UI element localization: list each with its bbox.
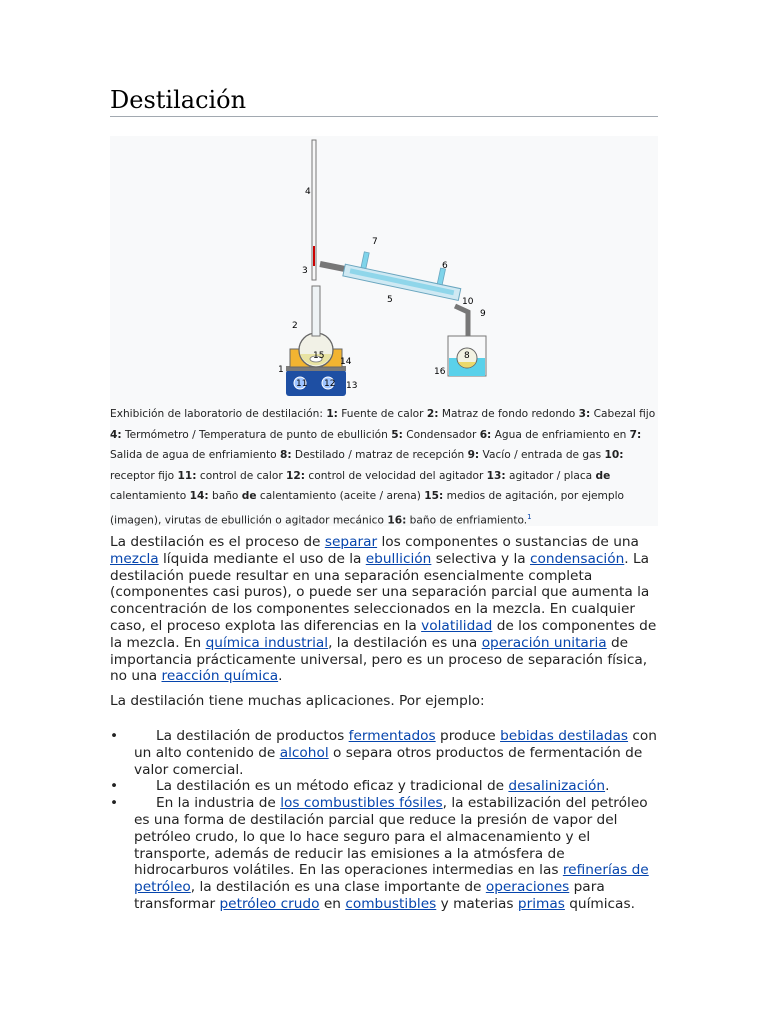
link-desalinizacion[interactable]: desalinización <box>508 778 606 795</box>
link-condensacion[interactable]: condensación <box>530 550 625 567</box>
bullet: • <box>110 795 119 812</box>
text-run: selectiva y la <box>431 550 530 567</box>
text-run: o separa otros productos de fermentación de valor comercial. <box>134 744 643 778</box>
caption-bold-label: 6: <box>479 428 492 441</box>
link-operacion-unitaria[interactable]: operación unitaria <box>481 634 607 651</box>
caption-bold-label: 2: <box>426 408 439 420</box>
caption-bold-label: 1: <box>326 408 338 420</box>
caption-bold-label: de <box>241 490 257 503</box>
link-separar[interactable]: separar <box>324 534 378 550</box>
text-run: . La destilación puede resultar en una separación esencialmente completa (componentes casi puros), o puede ser una separación parcial que aumenta la concentración de los componentes seleccionados en la mezcla. En cualquier caso, el proceso explota las diferencias en la <box>110 550 650 634</box>
page-title: Destilación <box>110 86 247 114</box>
link-fermentados[interactable]: fermentados <box>348 727 436 744</box>
text-run: agitador / placa <box>505 469 596 482</box>
label-4: 4 <box>305 187 311 197</box>
text-run: en <box>319 895 346 912</box>
link-bebidas-destiladas[interactable]: bebidas destiladas <box>500 727 629 744</box>
text-run: Matraz de fondo redondo <box>438 408 579 420</box>
reference-superscript[interactable]: 1 <box>527 512 532 521</box>
caption-bold-label: 9: <box>467 449 480 462</box>
bullet: • <box>110 727 119 744</box>
text-run: . <box>605 778 610 795</box>
caption-bold-label: 14: <box>189 490 209 503</box>
text-run: produce <box>435 727 501 744</box>
text-run: Fuente de calor <box>337 408 427 420</box>
text-run: líquida mediante el uso de la <box>158 550 366 567</box>
text-run: para transformar <box>134 879 605 912</box>
text-run: , la estabilización del petróleo es una forma de destilación parcial que reduce la presión de vapor del petróleo crudo, lo que lo hace seguro para el almacenamiento y el transporte, además de reducir las emisiones a la atmósfera de hidrocarburos volátiles. En las operaciones intermedias en las <box>134 795 648 879</box>
link-quimica-industrial[interactable]: química industrial <box>205 634 329 651</box>
caption-bold-label: 3: <box>578 408 591 420</box>
label-1: 1 <box>278 365 284 375</box>
label-16: 16 <box>434 367 446 377</box>
text-run: medios de agitación, por ejemplo (imagen), virutas de ebullición o agitador mecánico <box>110 490 625 527</box>
link-los-combustibles-fosiles[interactable]: los combustibles fósiles <box>280 795 443 812</box>
text-run: La destilación es el proceso de <box>110 534 325 550</box>
label-12: 12 <box>324 379 336 389</box>
text-run: Salida de agua de enfriamiento <box>110 449 280 462</box>
caption-bold-label: 12: <box>286 469 306 482</box>
label-9: 9 <box>480 309 486 319</box>
link-operaciones[interactable]: operaciones <box>485 879 570 896</box>
text-run: baño de enfriamiento. <box>406 514 528 527</box>
condenser <box>343 249 464 301</box>
applications-list <box>110 728 660 913</box>
text-run: receptor fijo <box>110 469 178 482</box>
flask-neck <box>312 286 320 336</box>
text-run: control de calor <box>196 469 287 482</box>
label-15: 15 <box>313 351 325 361</box>
link-combustibles[interactable]: combustibles <box>345 895 437 912</box>
receiver-adapter <box>455 306 468 336</box>
caption-bold-label: 10: <box>604 449 624 462</box>
label-11: 11 <box>296 379 308 389</box>
link-petroleo-crudo[interactable]: petróleo crudo <box>219 895 320 912</box>
text-run: calentamiento (aceite / arena) <box>256 490 425 503</box>
text-run: Destilado / matraz de recepción <box>291 449 468 462</box>
label-6: 6 <box>442 261 448 271</box>
link-volatilidad[interactable]: volatilidad <box>421 617 493 634</box>
text-run: En la industria de <box>156 795 281 812</box>
text-run: Exhibición de laboratorio de destilación: <box>110 408 327 420</box>
bullet: • <box>110 778 119 795</box>
text-run: Agua de enfriamiento en <box>491 428 630 441</box>
distillation-apparatus-diagram <box>110 136 658 398</box>
caption-bold-label: 16: <box>387 514 407 527</box>
caption-bold-label: 4: <box>110 428 122 441</box>
list-item <box>110 728 660 778</box>
text-run: , la destilación es una <box>328 634 482 651</box>
thermometer-mercury <box>313 246 315 266</box>
label-7: 7 <box>372 237 378 247</box>
caption-bold-label: 8: <box>279 449 292 462</box>
label-10: 10 <box>462 297 474 307</box>
text-run: de los componentes de la mezcla. En <box>110 617 657 651</box>
label-3: 3 <box>302 266 308 276</box>
link-reaccion-quimica[interactable]: reacción química <box>161 668 279 685</box>
caption-bold-label: 7: <box>629 428 642 441</box>
text-run: Cabezal fijo <box>590 408 656 420</box>
link-alcohol[interactable]: alcohol <box>279 744 329 761</box>
caption-bold-label: 15: <box>424 490 444 503</box>
text-run: químicas. <box>564 895 635 912</box>
text-run: Termómetro / Temperatura de punto de ebullición <box>121 428 392 441</box>
intro-paragraph <box>110 534 660 685</box>
link-ebullicion[interactable]: ebullición <box>365 550 432 567</box>
text-run: . <box>278 668 283 685</box>
distillation-figure <box>110 136 658 526</box>
label-13: 13 <box>346 381 358 391</box>
title-divider <box>110 116 658 117</box>
article-body <box>110 534 660 913</box>
text-run: , la destilación es una clase importante de <box>190 879 486 896</box>
link-refinerias-de-petroleo[interactable]: refinerías de petróleo <box>134 862 649 896</box>
text-run: con un alto contenido de <box>134 727 657 761</box>
label-5: 5 <box>387 295 393 305</box>
text-run: los componentes o sustancias de una <box>377 534 639 550</box>
text-run: Condensador <box>402 428 480 441</box>
text-run: La destilación de productos <box>156 727 349 744</box>
text-run: La destilación es un método eficaz y tradicional de <box>156 778 509 795</box>
list-item <box>110 795 660 913</box>
label-8: 8 <box>464 351 470 361</box>
caption-bold-label: 5: <box>391 428 403 441</box>
caption-bold-label: 11: <box>177 469 197 482</box>
label-14: 14 <box>340 357 352 367</box>
text-run: calentamiento <box>110 490 190 503</box>
text-run: de importancia prácticamente universal, pero es un proceso de separación física, no una <box>110 634 648 685</box>
text-run: y materias <box>436 895 518 912</box>
figure-caption <box>110 404 656 531</box>
text-run: baño <box>208 490 242 503</box>
caption-bold-label: de <box>595 469 611 482</box>
text-run: Vacío / entrada de gas <box>479 449 605 462</box>
text-run: control de velocidad del agitador <box>305 469 487 482</box>
link-mezcla[interactable]: mezcla <box>110 550 159 567</box>
applications-intro: La destilación tiene muchas aplicaciones. Por ejemplo: <box>110 693 485 710</box>
label-2: 2 <box>292 321 298 331</box>
link-primas[interactable]: primas <box>517 895 565 912</box>
caption-bold-label: 13: <box>486 469 506 482</box>
list-item <box>110 778 660 795</box>
